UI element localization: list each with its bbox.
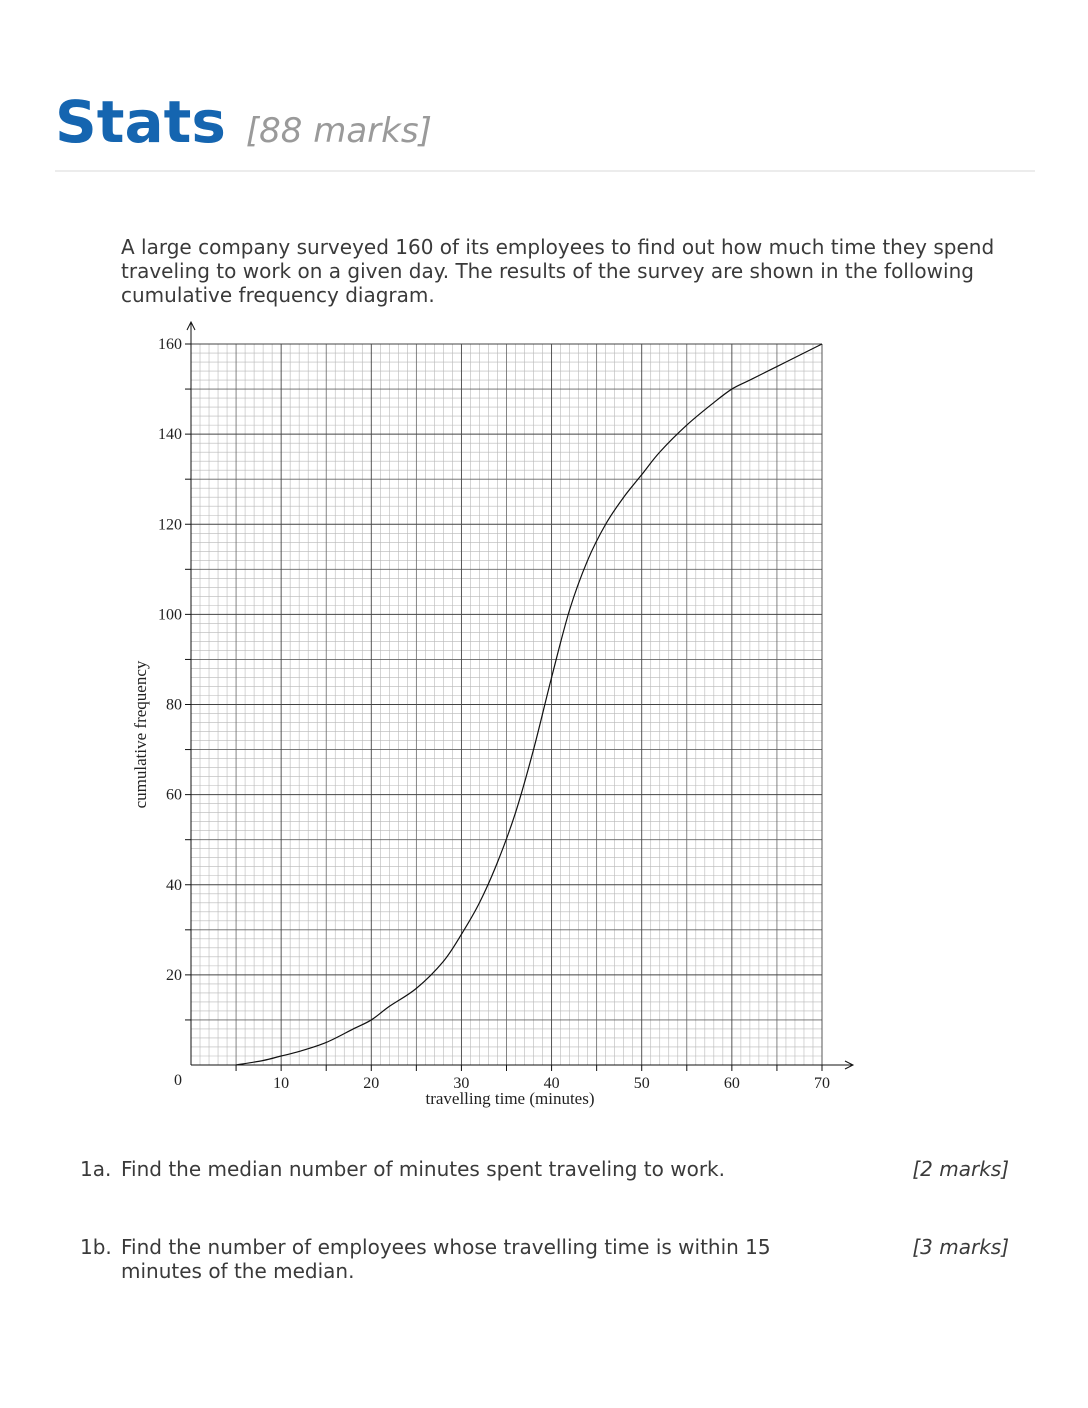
x-tick-label: 60 xyxy=(723,1075,740,1092)
y-tick-label: 20 xyxy=(166,966,182,984)
intro-text: A large company surveyed 160 of its employees to find out how much time they spend traveling to work on a given day. The results of the survey are shown in the following cumulative frequency diagram. xyxy=(121,235,995,307)
page-title: Stats xyxy=(55,88,226,156)
total-marks: [88 marks] xyxy=(245,111,432,151)
y-tick-label: 80 xyxy=(166,696,182,714)
question-marks: [2 marks] xyxy=(912,1157,1009,1181)
x-tick-label: 20 xyxy=(363,1075,380,1092)
x-tick-label: 30 xyxy=(453,1075,470,1092)
origin-label: 0 xyxy=(174,1072,182,1089)
y-tick-label: 120 xyxy=(158,516,182,534)
question-number: 1b. xyxy=(80,1235,112,1259)
x-tick-label: 40 xyxy=(543,1075,560,1092)
question-marks: [3 marks] xyxy=(912,1235,1009,1259)
question-number: 1a. xyxy=(80,1157,112,1181)
page-header xyxy=(55,88,1035,156)
x-tick-label: 70 xyxy=(814,1075,830,1092)
x-axis-label: travelling time (minutes) xyxy=(425,1089,595,1108)
y-tick-label: 40 xyxy=(166,876,182,894)
y-tick-label: 60 xyxy=(166,786,182,804)
header-divider xyxy=(55,170,1035,172)
y-tick-label: 160 xyxy=(158,336,182,353)
y-tick-label: 100 xyxy=(158,606,182,624)
chart-svg xyxy=(120,318,880,1118)
y-axis-label: cumulative frequency xyxy=(131,660,150,809)
y-tick-label: 140 xyxy=(158,426,182,444)
ticks xyxy=(185,344,822,1071)
x-tick-label: 50 xyxy=(633,1075,650,1092)
cumulative-frequency-chart xyxy=(120,318,880,1122)
question-text: Find the median number of minutes spent traveling to work. xyxy=(121,1157,725,1181)
question-text: Find the number of employees whose travelling time is within 15 minutes of the median. xyxy=(121,1235,771,1283)
x-tick-label: 10 xyxy=(273,1075,290,1092)
